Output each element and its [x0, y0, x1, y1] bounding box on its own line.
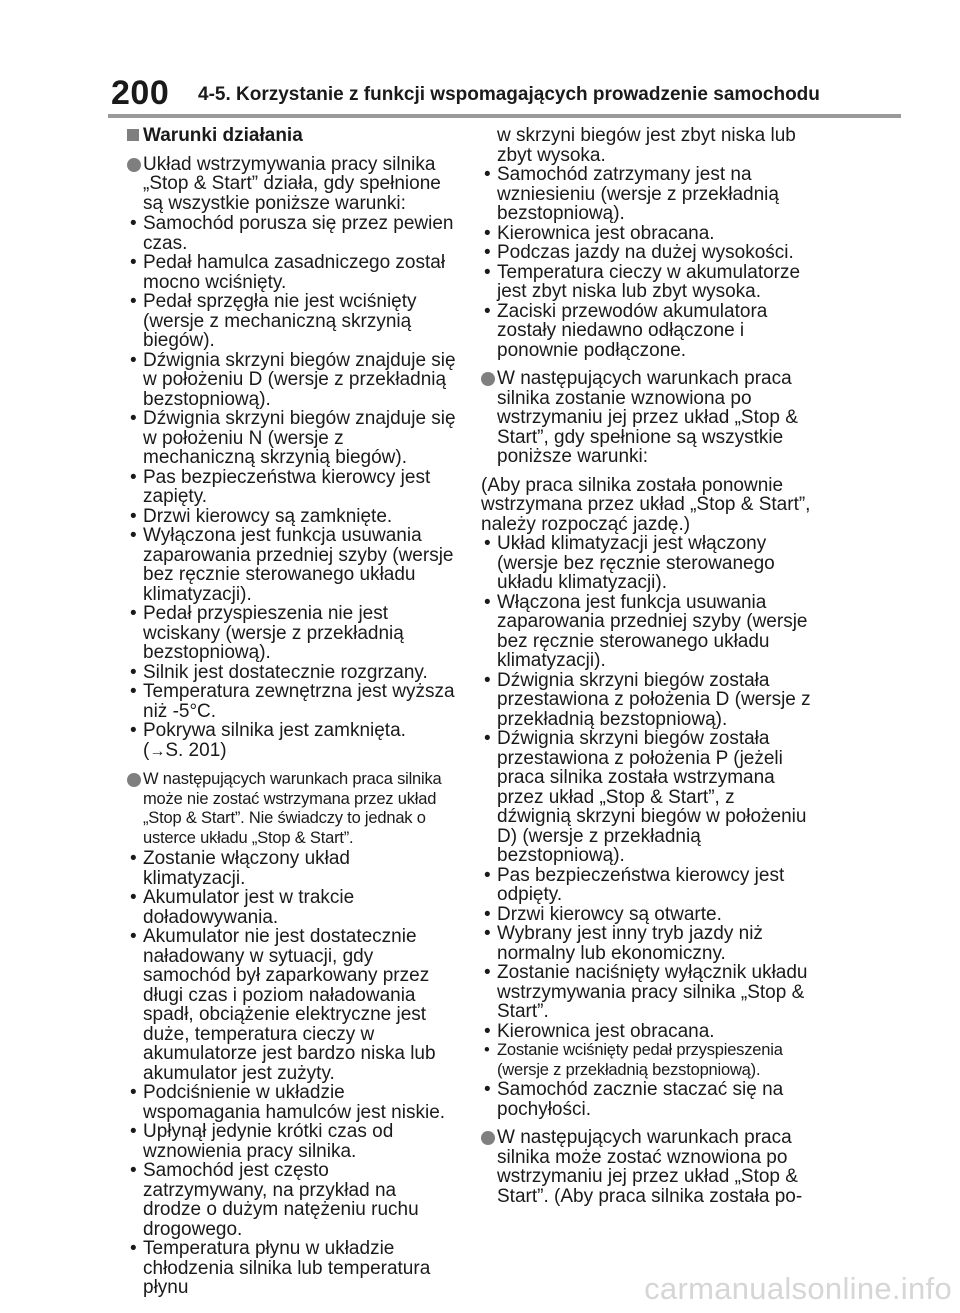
section-heading: Warunki działania — [127, 126, 457, 146]
list-item: • Samochód porusza się przez pewien czas. — [127, 214, 457, 253]
list-item: • Akumulator nie jest dostatecznie naładowany w sytuacji, gdy samochód był zaparkowany przez długi czas i poziom naładowania spadł, obciążenie elektryczne jest duże, temperatura cieczy w akumulatorze jest bardzo niska lub akumulator jest zużyty. — [127, 927, 457, 1083]
list-item: • Kierownica jest obracana. — [481, 1022, 811, 1042]
group-intro: W następujących warunkach praca silnika może zostać wznowiona po wstrzymaniu jej przez układ „Stop & Start”. (Aby praca silnika została po- — [497, 1127, 803, 1207]
watermark: carmanualsonline.info — [644, 1271, 952, 1306]
header-rule — [108, 114, 901, 118]
list-item: • Zaciski przewodów akumulatora zostały niedawno odłączone i ponownie podłączone. — [481, 302, 811, 361]
circle-bullet-icon — [481, 1131, 495, 1145]
list-item: • Drzwi kierowcy są zamknięte. — [127, 507, 457, 527]
chapter-title: 4-5. Korzystanie z funkcji wspomagających prowadzenie samochodu — [198, 84, 820, 105]
list-item: • Silnik jest dostatecznie rozgrzany. — [127, 663, 457, 683]
condition-group-may-restart — [481, 1128, 811, 1206]
list-item: • Wyłączona jest funkcja usuwania zaparowania przedniej szyby (wersje bez ręcznie sterowanego układu klimatyzacji). — [127, 526, 457, 604]
list-item: • Dźwignia skrzyni biegów została przestawiona z położenia P (jeżeli praca silnika została wstrzymana przez układ „Stop & Start”, z dźwignią skrzyni biegów w położeniu D) (wersje z przekładnią bezstopniową). — [481, 729, 811, 866]
list-item: • Zostanie włączony układ klimatyzacji. — [127, 849, 457, 888]
group-intro: Układ wstrzymywania pracy silnika „Stop & Start” działa, gdy spełnione są wszystkie poniższe warunki: — [143, 153, 441, 214]
list-item: • Pas bezpieczeństwa kierowcy jest zapięty. — [127, 468, 457, 507]
list-item: • Zostanie naciśnięty wyłącznik układu wstrzymywania pracy silnika „Stop & Start”. — [481, 963, 811, 1022]
list-item: • Samochód jest często zatrzymywany, na przykład na drodze o dużym natężeniu ruchu drogowego. — [127, 1161, 457, 1239]
list-item: • Dźwignia skrzyni biegów została przestawiona z położenia D (wersje z przekładnią bezstopniową). — [481, 671, 811, 730]
list-item: • Samochód zatrzymany jest na wzniesieniu (wersje z przekładnią bezstopniową). — [481, 165, 811, 224]
continued-text: w skrzyni biegów jest zbyt niska lub zbyt wysoka. — [497, 125, 796, 166]
arrow-right-icon: → — [149, 742, 166, 760]
list-item: • Podciśnienie w układzie wspomagania hamulców jest niskie. — [127, 1083, 457, 1122]
circle-bullet-icon — [127, 773, 141, 787]
circle-bullet-icon — [127, 158, 141, 172]
list-item: • Drzwi kierowcy są otwarte. — [481, 905, 811, 925]
circle-bullet-icon — [481, 372, 495, 386]
condition-list — [481, 165, 811, 360]
condition-list — [127, 214, 457, 761]
list-item: • Akumulator jest w trakcie doładowywania. — [127, 888, 457, 927]
left-column — [127, 126, 457, 1298]
group-note: (Aby praca silnika została ponownie wstrzymana przez układ „Stop & Start”, należy rozpocząć jazdę.) — [481, 474, 811, 535]
group-intro: W następujących warunkach praca silnika zostanie wznowiona po wstrzymaniu jej przez układ „Stop & Start”, gdy spełnione są wszystkie poniższe warunki: — [497, 368, 798, 467]
list-item: • Temperatura cieczy w akumulatorze jest zbyt niska lub zbyt wysoka. — [481, 263, 811, 302]
list-item: • Kierownica jest obracana. — [481, 224, 811, 244]
list-item: • Pokrywa silnika jest zamknięta. (→S. 201) — [127, 721, 457, 761]
condition-list — [127, 849, 457, 1298]
list-item: • Włączona jest funkcja usuwania zaparowania przedniej szyby (wersje bez ręcznie sterowanego układu klimatyzacji). — [481, 593, 811, 671]
condition-group-restart — [481, 369, 811, 467]
page-header — [0, 0, 960, 120]
list-item: • Pas bezpieczeństwa kierowcy jest odpięty. — [481, 866, 811, 905]
condition-group-stop — [127, 155, 457, 214]
list-item: • Podczas jazdy na dużej wysokości. — [481, 243, 811, 263]
condition-list — [481, 534, 811, 1119]
list-item: • Dźwignia skrzyni biegów znajduje się w położeniu N (wersje z mechaniczną skrzynią biegów). — [127, 409, 457, 468]
list-item: • Układ klimatyzacji jest włączony (wersje bez ręcznie sterowanego układu klimatyzacji). — [481, 534, 811, 593]
list-item: • Pedał przyspieszenia nie jest wciskany (wersje z przekładnią bezstopniową). — [127, 604, 457, 663]
condition-group-no-stop — [127, 770, 457, 848]
group-intro: W następujących warunkach praca silnika może nie zostać wstrzymana przez układ „Stop & Start”. Nie świadczy to jednak o usterce układu „Stop & Start”. — [143, 770, 442, 847]
list-item: • Zostanie wciśnięty pedał przyspieszenia (wersje z przekładnią bezstopniową). — [481, 1041, 811, 1080]
list-item: • Wybrany jest inny tryb jazdy niż normalny lub ekonomiczny. — [481, 924, 811, 963]
list-item: • Temperatura płynu w układzie chłodzenia silnika lub temperatura płynu — [127, 1239, 457, 1298]
list-item: • Pedał hamulca zasadniczego został mocno wciśnięty. — [127, 253, 457, 292]
list-item: • Temperatura zewnętrzna jest wyższa niż -5°C. — [127, 682, 457, 721]
list-item: • Dźwignia skrzyni biegów znajduje się w położeniu D (wersje z przekładnią bezstopniową). — [127, 351, 457, 410]
page-number: 200 — [111, 74, 170, 112]
list-item: • Samochód zacznie staczać się na pochyłości. — [481, 1080, 811, 1119]
page-reference-link[interactable]: S. 201 — [165, 739, 221, 761]
square-bullet-icon — [127, 129, 139, 141]
right-column — [481, 126, 811, 1207]
list-item: • Upłynął jedynie krótki czas od wznowienia pracy silnika. — [127, 1122, 457, 1161]
list-item: • Pedał sprzęgła nie jest wciśnięty (wersje z mechaniczną skrzynią biegów). — [127, 292, 457, 351]
